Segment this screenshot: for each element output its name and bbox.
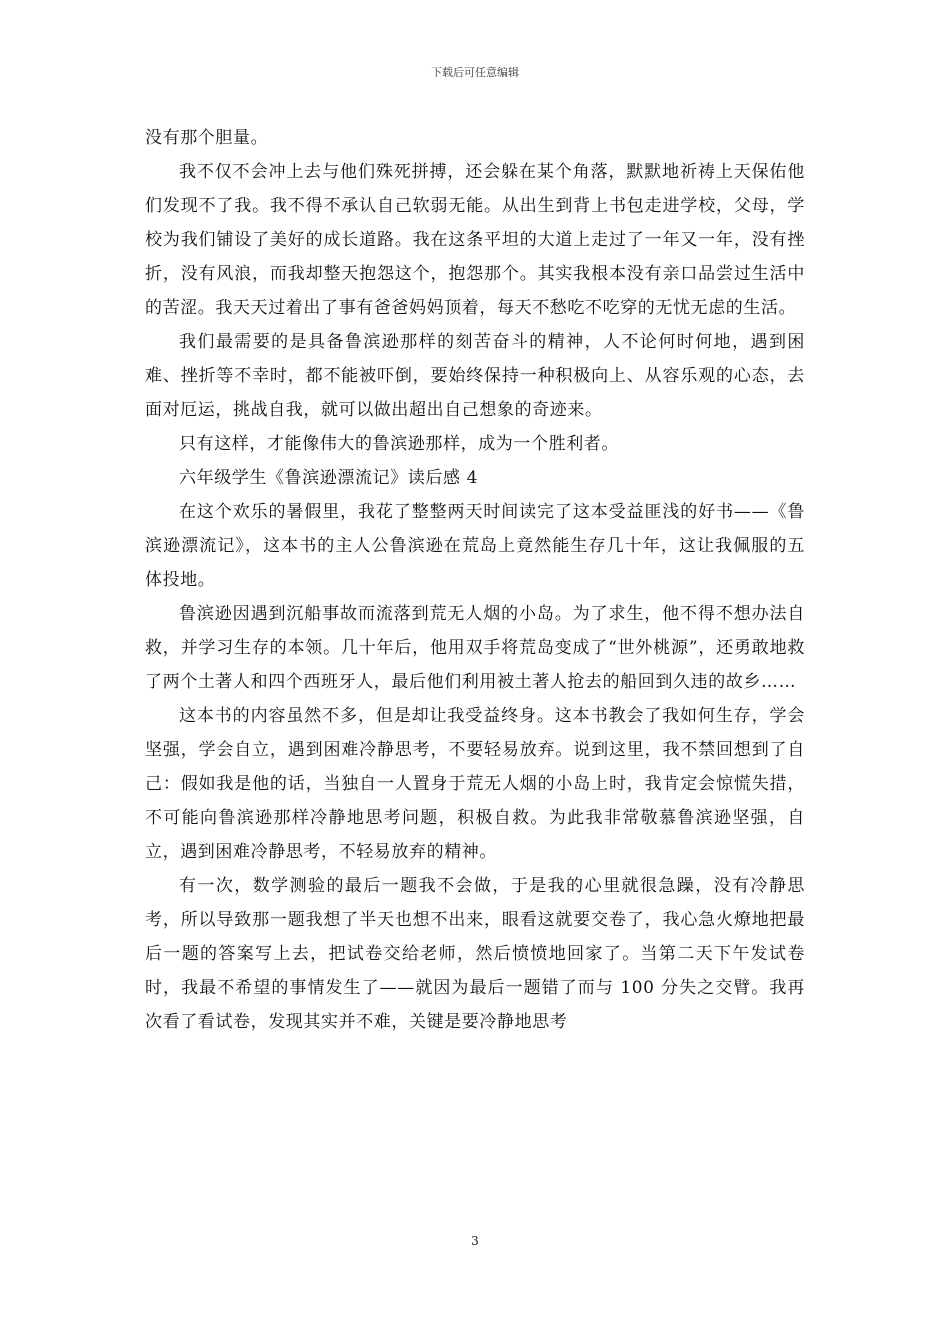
page-number: 3 [471,1234,479,1248]
paragraph-3: 我们最需要的是具备鲁滨逊那样的刻苦奋斗的精神，人不论何时何地，遇到困难、挫折等不幸时，都不能被吓倒，要始终保持一种积极向上、从容乐观的心态，去面对厄运，挑战自我，就可以做出超出自己想象的奇迹来。 [145,332,805,420]
paragraph-1: 没有那个胆量。 [145,128,269,148]
document-body [145,121,805,1039]
paragraph-8: 这本书的内容虽然不多，但是却让我受益终身。这本书教会了我如何生存，学会坚强，学会自立，遇到困难冷静思考，不要轻易放弃。说到这里，我不禁回想到了自己：假如我是他的话，当独自一人置身于荒无人烟的小岛上时，我肯定会惊慌失措，不可能向鲁滨逊那样冷静地思考问题，积极自救。为此我非常敬慕鲁滨逊坚强，自立，遇到困难冷静思考，不轻易放弃的精神。 [145,706,805,862]
paragraph-4: 只有这样，才能像伟大的鲁滨逊那样，成为一个胜利者。 [179,434,619,454]
paragraph-6: 在这个欢乐的暑假里，我花了整整两天时间读完了这本受益匪浅的好书——《鲁滨逊漂流记》，这本书的主人公鲁滨逊在荒岛上竟然能生存几十年，这让我佩服的五体投地。 [145,502,805,590]
paragraph-2: 我不仅不会冲上去与他们殊死拼搏，还会躲在某个角落，默默地祈祷上天保佑他们发现不了我。我不得不承认自己软弱无能。从出生到背上书包走进学校，父母，学校为我们铺设了美好的成长道路。我在这条平坦的大道上走过了一年又一年，没有挫折，没有风浪，而我却整天抱怨这个，抱怨那个。其实我根本没有亲口品尝过生活中的苦涩。我天天过着出了事有爸爸妈妈顶着，每天不愁吃不吃穿的无忧无虑的生活。 [145,162,805,318]
section-heading: 六年级学生《鲁滨逊漂流记》读后感 4 [179,468,479,488]
page-header: 下载后可任意编辑 [431,66,519,79]
paragraph-9: 有一次，数学测验的最后一题我不会做，于是我的心里就很急躁，没有冷静思考，所以导致那一题我想了半天也想不出来，眼看这就要交卷了，我心急火燎地把最后一题的答案写上去，把试卷交给老师，然后愤愤地回家了。当第二天下午发试卷时，我最不希望的事情发生了——就因为最后一题错了而与 100 分失之交臂。我再次看了看试卷，发现其实并不难，关键是要冷静地思考 [145,876,805,1032]
paragraph-7: 鲁滨逊因遇到沉船事故而流落到荒无人烟的小岛。为了求生，他不得不想办法自救，并学习生存的本领。几十年后，他用双手将荒岛变成了“世外桃源”，还勇敢地救了两个土著人和四个西班牙人，最后他们利用被土著人抢去的船回到久违的故乡…… [145,604,805,692]
